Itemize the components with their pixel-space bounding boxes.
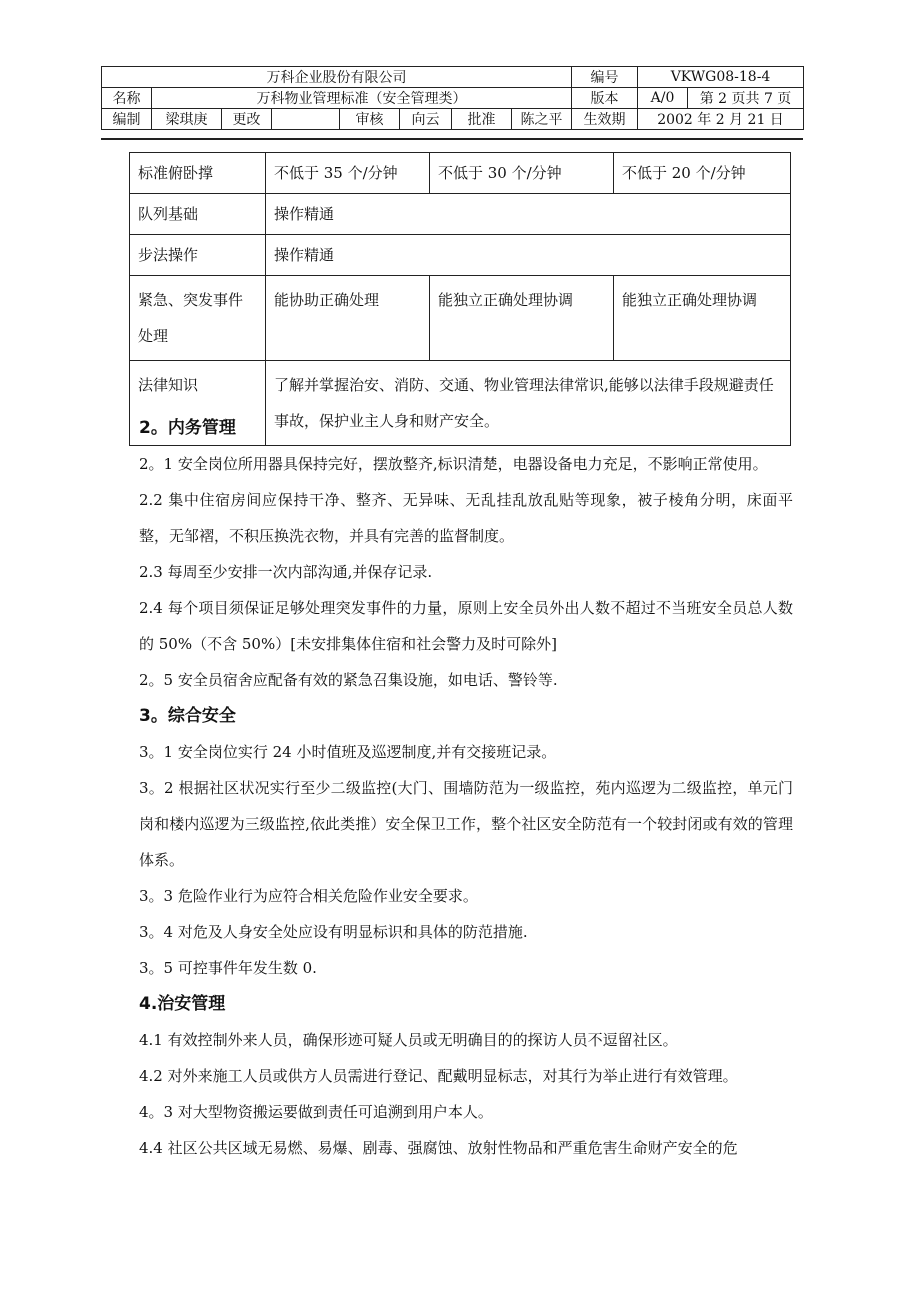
- clause-paragraph: 3。4 对危及人身安全处应设有明显标识和具体的防范措施.: [139, 923, 528, 941]
- clause-paragraph: 2.4 每个项目须保证足够处理突发事件的力量，原则上安全员外出人数不超过不当班安全员总人数的 50%（不含 50%）[未安排集体住宿和社会警力及时可除外]: [139, 599, 793, 653]
- author-value: 梁琪庚: [152, 109, 222, 130]
- effective-value: 2002 年 2 月 21 日: [638, 109, 804, 130]
- requirement-text: 操作精通: [266, 194, 791, 235]
- code-label: 编号: [572, 67, 638, 88]
- version-label: 版本: [572, 88, 638, 109]
- name-label: 名称: [102, 88, 152, 109]
- clause-paragraph: 3。1 安全岗位实行 24 小时值班及巡逻制度,并有交接班记录。: [139, 743, 557, 761]
- header-divider: [101, 138, 803, 140]
- table-row: [130, 194, 791, 235]
- clause-paragraph: 2。1 安全岗位所用器具保持完好，摆放整齐,标识清楚，电器设备电力充足，不影响正常使用。: [139, 455, 768, 473]
- clause-paragraph: 4。3 对大型物资搬运要做到责任可追溯到用户本人。: [139, 1103, 493, 1121]
- clause-paragraph: 2。5 安全员宿舍应配备有效的紧急召集设施，如电话、警铃等.: [139, 671, 558, 689]
- author-label: 编制: [102, 109, 152, 130]
- clause-paragraph: 2.2 集中住宿房间应保持干净、整齐、无异味、无乱挂乱放乱贴等现象，被子棱角分明，床面平整，无邹褶，不积压换洗衣物，并具有完善的监督制度。: [139, 491, 793, 545]
- requirement-level-1: 不低于 35 个/分钟: [266, 153, 430, 194]
- revise-label: 更改: [222, 109, 272, 130]
- requirement-level-3: 能独立正确处理协调: [614, 276, 791, 361]
- document-body: [139, 410, 793, 1166]
- requirement-text: 了解并掌握治安、消防、交通、物业管理法律常识,能够以法律手段规避责任事故，保护业主人身和财产安全。: [266, 361, 791, 446]
- table-row: [130, 235, 791, 276]
- clause-paragraph: 4.2 对外来施工人员或供方人员需进行登记、配戴明显标志，对其行为举止进行有效管理。: [139, 1067, 738, 1085]
- requirements-table: [129, 152, 791, 446]
- clause-paragraph: 3。2 根据社区状况实行至少二级监控(大门、围墙防范为一级监控，苑内巡逻为二级监控，单元门岗和楼内巡逻为三级监控,依此类推）安全保卫工作，整个社区安全防范有一个较封闭或有效的管理体系。: [139, 779, 793, 869]
- clause-paragraph: 3。5 可控事件年发生数 0.: [139, 959, 317, 977]
- document-header-table: [101, 66, 804, 130]
- requirement-level-1: 能协助正确处理: [266, 276, 430, 361]
- section-heading: 4.治安管理: [139, 994, 226, 1014]
- section-heading: 2。内务管理: [139, 418, 236, 438]
- requirement-item: 紧急、突发事件处理: [130, 276, 266, 361]
- review-label: 审核: [340, 109, 400, 130]
- requirement-level-2: 能独立正确处理协调: [430, 276, 614, 361]
- page-info: 第 2 页共 7 页: [688, 88, 804, 109]
- code-value: VKWG08-18-4: [638, 67, 804, 88]
- name-value: 万科物业管理标准（安全管理类）: [152, 88, 572, 109]
- clause-paragraph: 2.3 每周至少安排一次内部沟通,并保存记录.: [139, 563, 433, 581]
- review-value: 向云: [400, 109, 452, 130]
- version-value: A/0: [638, 88, 688, 109]
- section-heading: 3。综合安全: [139, 706, 236, 726]
- requirement-level-3: 不低于 20 个/分钟: [614, 153, 791, 194]
- revise-value: [272, 109, 340, 130]
- clause-paragraph: 4.4 社区公共区域无易燃、易爆、剧毒、强腐蚀、放射性物品和严重危害生命财产安全的危: [139, 1139, 738, 1157]
- requirement-item: 步法操作: [130, 235, 266, 276]
- clause-paragraph: 3。3 危险作业行为应符合相关危险作业安全要求。: [139, 887, 478, 905]
- clause-paragraph: 4.1 有效控制外来人员，确保形迹可疑人员或无明确目的的探访人员不逗留社区。: [139, 1031, 678, 1049]
- requirement-level-2: 不低于 30 个/分钟: [430, 153, 614, 194]
- requirement-text: 操作精通: [266, 235, 791, 276]
- approve-label: 批准: [452, 109, 512, 130]
- requirement-item: 队列基础: [130, 194, 266, 235]
- table-row: [130, 153, 791, 194]
- requirement-item: 标准俯卧撑: [130, 153, 266, 194]
- approve-value: 陈之平: [512, 109, 572, 130]
- table-row: [130, 276, 791, 361]
- effective-label: 生效期: [572, 109, 638, 130]
- requirement-item: 法律知识: [130, 361, 266, 446]
- company-name: 万科企业股份有限公司: [102, 67, 572, 88]
